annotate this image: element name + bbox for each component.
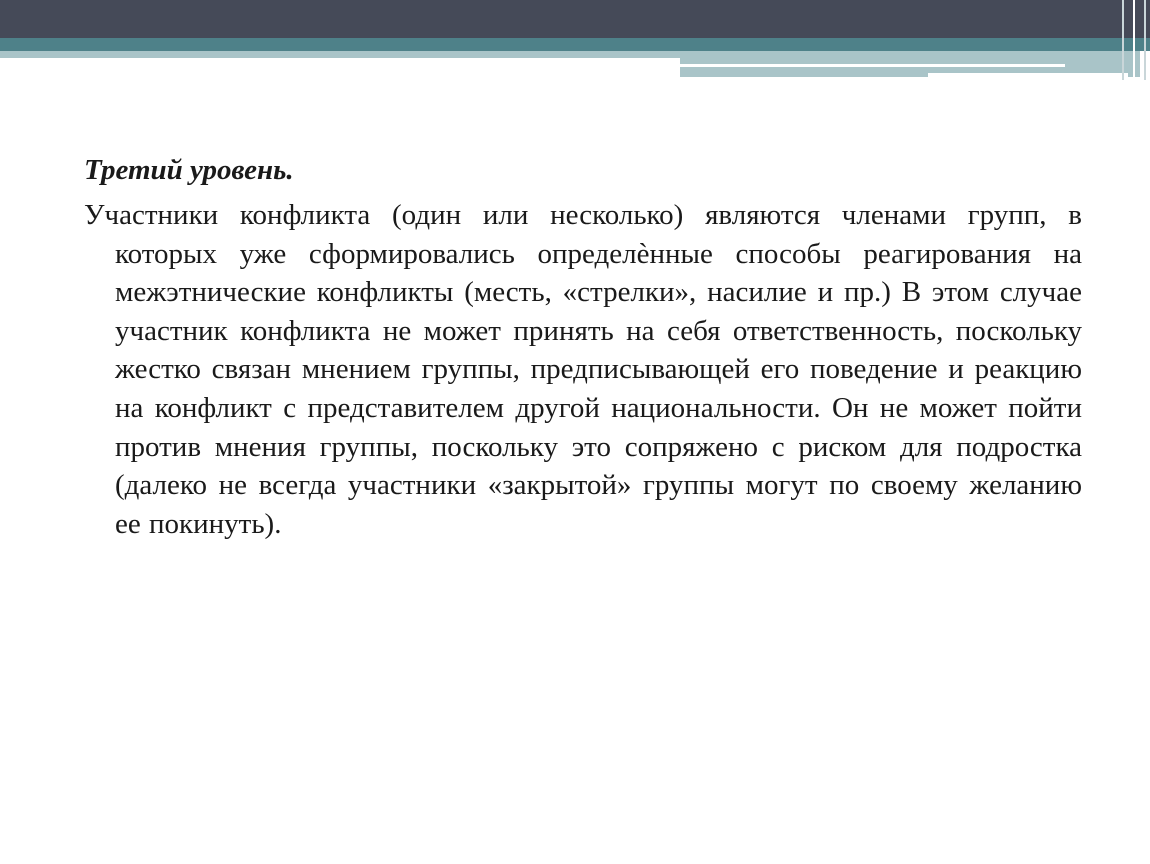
slide-body-text: Участники конфликта (один или несколько) являются членами групп, в которых уже сформировались определѐнные способы реагирования на межэтнические конфликты (месть, «стрелки», насилие и пр.) В этом случае участник конфликта не может принять на себя ответственность, поскольку жестко связан мнением группы, предписывающей его поведение и реакцию на конфликт с представителем другой национальности. Он не может пойти против мнения группы, поскольку это сопряжено с риском для подростка (далеко не всегда участники «закрытой» группы могут по своему желанию ее покинуть). [84, 199, 1082, 540]
edge-decoration [1122, 0, 1146, 80]
header-band-dark [0, 0, 1150, 38]
edge-line [1133, 0, 1135, 80]
edge-line [1144, 0, 1146, 80]
header-band-light-left [0, 51, 680, 58]
header-white-line [680, 64, 1065, 67]
header-white-line-secondary [928, 73, 1128, 77]
slide-content [84, 150, 1082, 543]
edge-line [1122, 0, 1124, 80]
header-band-teal [0, 38, 1150, 51]
slide-heading: Третий уровень. [84, 154, 294, 186]
